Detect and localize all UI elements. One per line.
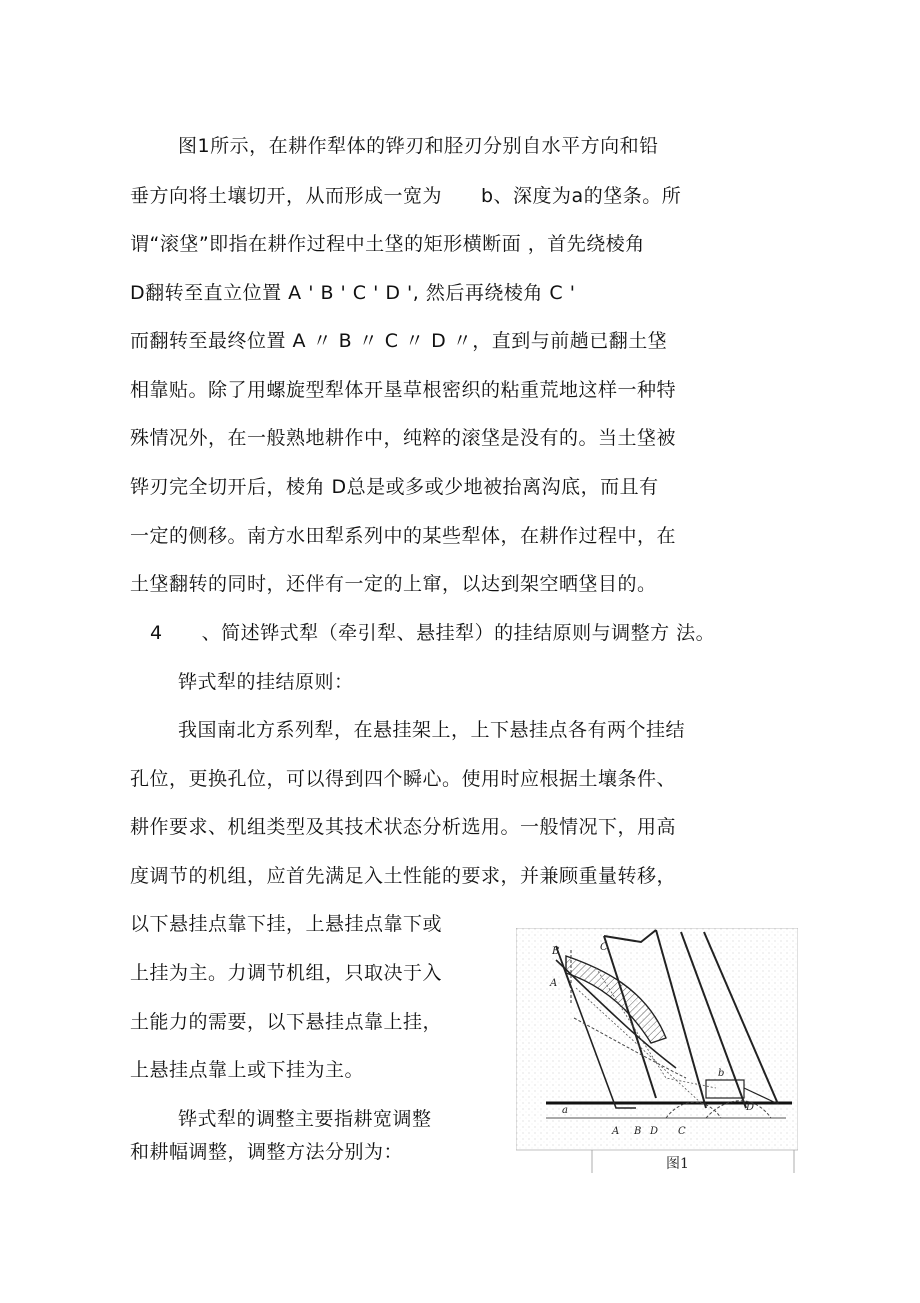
paragraph-line: 谓“滚垡”即指在耕作过程中土垡的矩形横断面 ，首先绕棱角 xyxy=(130,233,645,255)
point-label: a xyxy=(562,1105,568,1116)
section-heading: 4 、简述铧式犁（牵引犁、悬挂犁）的挂结原则与调整方 法。 xyxy=(150,622,716,644)
point-label: A xyxy=(612,1126,620,1137)
point-label: D xyxy=(746,1102,755,1113)
paragraph-line: 孔位，更换孔位，可以得到四个瞬心。使用时应根据土壤条件、 xyxy=(130,768,677,790)
point-label: C xyxy=(600,942,608,953)
point-label: b xyxy=(718,1068,725,1079)
point-label: D xyxy=(650,1126,659,1137)
paragraph-line: 而翻转至最终位置 A 〃 B 〃 C 〃 D 〃，直到与前趟已翻土垡 xyxy=(130,330,668,352)
paragraph-line: 土垡翻转的同时，还伴有一定的上窜，以达到架空晒垡目的。 xyxy=(130,573,657,595)
paragraph-line: 铧式犁的调整主要指耕宽调整 xyxy=(178,1108,432,1130)
figure-soil-slice-rotation xyxy=(516,928,798,1173)
point-label: B xyxy=(634,1126,642,1137)
paragraph-line: 耕作要求、机组类型及其技术状态分析选用。一般情况下，用高 xyxy=(130,816,677,838)
paragraph-line: 以下悬挂点靠下挂，上悬挂点靠下或 xyxy=(130,913,443,935)
paragraph-line: 我国南北方系列犁，在悬挂架上，上下悬挂点各有两个挂结 xyxy=(178,719,686,741)
paragraph-line: 度调节的机组，应首先满足入土性能的要求，并兼顾重量转移， xyxy=(130,865,677,887)
paragraph-line: 上挂为主。力调节机组，只取决于入 xyxy=(130,962,443,984)
paragraph-line: 殊情况外，在一般熟地耕作中，纯粹的滚垡是没有的。当土垡被 xyxy=(130,427,677,449)
subheading: 铧式犁的挂结原则： xyxy=(178,671,354,693)
paragraph-line: D翻转至直立位置 A ' B ' C ' D ', 然后再绕棱角 C ' xyxy=(130,282,576,304)
paragraph-line: 相靠贴。除了用螺旋型犁体开垦草根密织的粘重荒地这样一种特 xyxy=(130,379,677,401)
point-label: B xyxy=(552,946,560,957)
paragraph-line: 和耕幅调整，调整方法分别为： xyxy=(130,1141,404,1163)
paragraph-line: 上悬挂点靠上或下挂为主。 xyxy=(130,1059,365,1081)
paragraph-line: 垂方向将土壤切开，从而形成一宽为 b、深度为a的垡条。所 xyxy=(130,185,682,207)
paragraph-line: 铧刃完全切开后，棱角 D总是或多或少地被抬离沟底，而且有 xyxy=(130,476,659,498)
paragraph-line: 图1所示，在耕作犁体的铧刃和胫刃分别自水平方向和铅 xyxy=(178,135,659,157)
figure-caption: 图1 xyxy=(666,1156,689,1172)
point-label: A xyxy=(550,978,558,989)
paragraph-line: 土能力的需要，以下悬挂点靠上挂， xyxy=(130,1011,443,1033)
paragraph-line: 一定的侧移。南方水田犁系列中的某些犁体，在耕作过程中，在 xyxy=(130,525,677,547)
point-label: C xyxy=(678,1126,686,1137)
